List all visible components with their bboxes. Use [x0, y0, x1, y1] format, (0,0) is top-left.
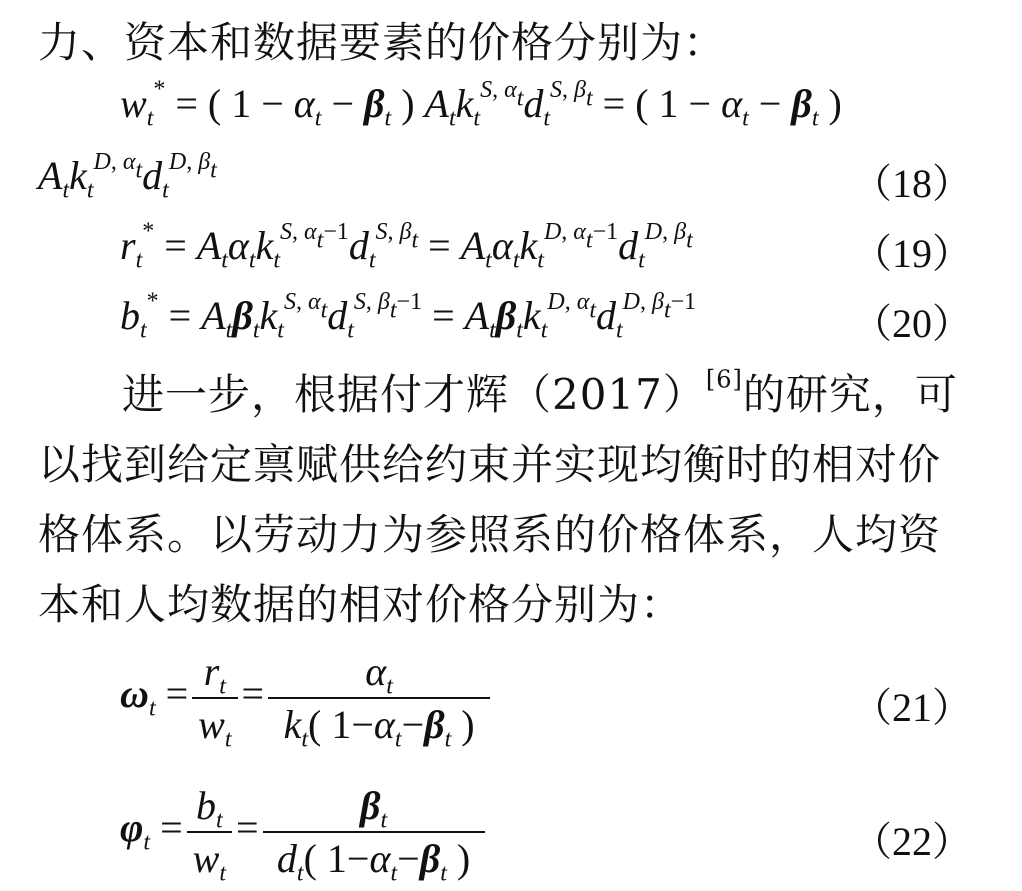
paragraph-2-line-3: 格体系。以劳动力为参照系的价格体系，人均资 — [38, 510, 942, 559]
equation-19: $r_t^* = A_t\alpha_tk_t^{S, \alpha_t-1}d_t^{S, \beta_t} = A_t\alpha_tk_t^{D, \alpha_t-1}d_t^{D, \beta_t}$ — [120, 218, 693, 274]
equation-22-number: （22） — [852, 819, 972, 864]
text-line-1: 力、资本和数据要素的价格分别为： — [38, 18, 727, 67]
paragraph-2-text-b: 的研究，可 — [742, 370, 958, 419]
paragraph-2-line-1 — [122, 362, 958, 422]
equation-21-number: （21） — [852, 685, 972, 730]
citation-marker: [6] — [705, 365, 743, 394]
fraction-alpha-over-k: $\frac{\alpha_t}{k_t( 1-\alpha_t-\beta_t )}$ — [268, 648, 490, 748]
fraction-beta-over-d: $\frac{\beta_t}{d_t( 1-\alpha_t-\beta_t )}$ — [263, 782, 485, 882]
fraction-b-over-w: $\frac{b_t}{w_t}$ — [187, 782, 232, 882]
paragraph-2-line-2: 以找到给定禀赋供给约束并实现均衡时的相对价 — [38, 440, 942, 489]
equation-18-line-2: $A_tk_t^{D, \alpha_t}d_t^{D, \beta_t}$ — [38, 148, 217, 204]
equation-21: $\omega_t$ = $\frac{r_t}{w_t}$ = $\frac{\alpha_t}{k_t( 1-\alpha_t-\beta_t )}$ — [120, 648, 494, 748]
equation-19-number: （19） — [852, 231, 972, 276]
equation-20: $b_t^* = A_t\beta_tk_t^{S, \alpha_t}d_t^{S, \beta_t-1} = A_t\beta_tk_t^{D, \alpha_t}d_t^{D, \beta_t-1}$ — [120, 288, 697, 344]
equation-22: $\varphi_t$ = $\frac{b_t}{w_t}$ = $\frac{\beta_t}{d_t( 1-\alpha_t-\beta_t )}$ — [120, 782, 489, 882]
equation-18-number: （18） — [852, 161, 972, 206]
paragraph-2-text-a: 进一步，根据付才辉（2017） — [122, 370, 706, 419]
paragraph-2-line-4: 本和人均数据的相对价格分别为： — [38, 580, 684, 629]
equation-18-line-1: $w_t^*$ = ( $1 - \alpha_t - \beta_t$ ) $A_tk_t^{S, \alpha_t}d_t^{S, \beta_t}$ = ( $1 - \alpha_t - \beta_t$ ) — [120, 76, 842, 132]
fraction-r-over-w: $\frac{r_t}{w_t}$ — [192, 648, 237, 748]
equation-20-number: （20） — [852, 301, 972, 346]
